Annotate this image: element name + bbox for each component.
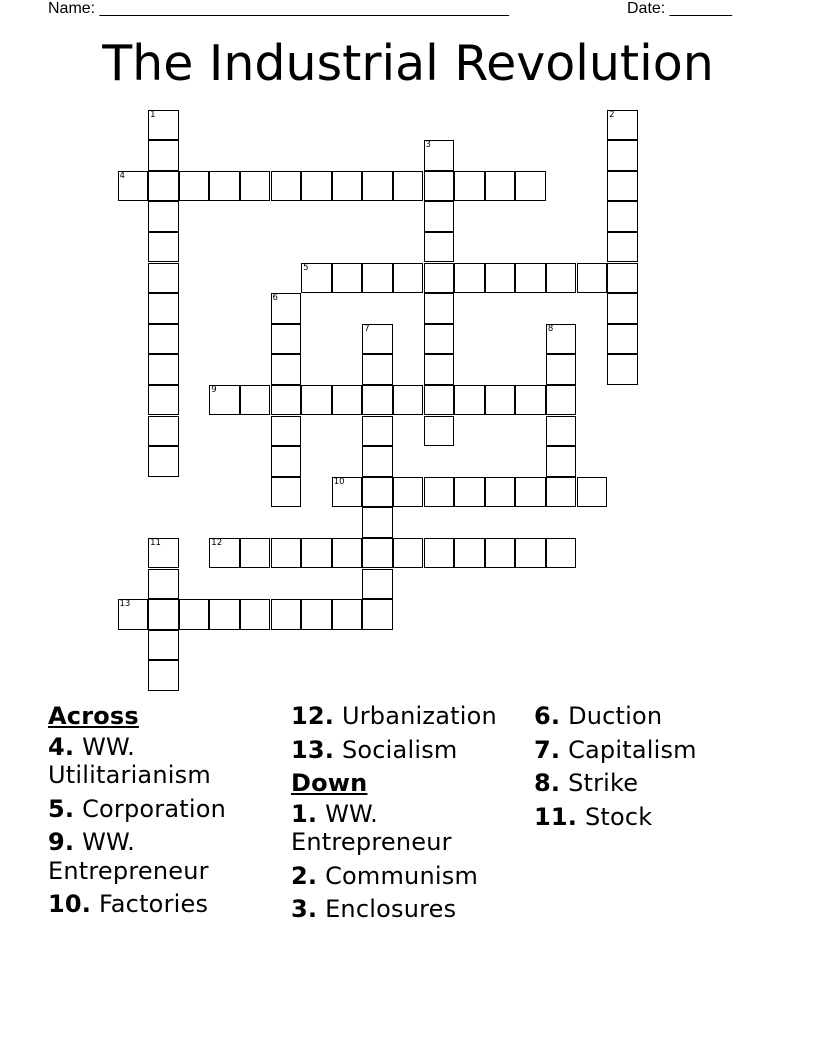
crossword-cell[interactable] <box>362 569 393 600</box>
crossword-cell[interactable] <box>362 324 393 355</box>
clue-item <box>534 736 770 765</box>
crossword-cell[interactable] <box>148 385 179 416</box>
crossword-cell[interactable] <box>424 477 455 508</box>
crossword-cell[interactable] <box>332 599 363 630</box>
crossword-cell[interactable] <box>240 538 271 569</box>
crossword-cell[interactable] <box>301 263 332 294</box>
crossword-cell[interactable] <box>148 232 179 263</box>
clue-number: 12. <box>291 702 335 730</box>
crossword-cell[interactable] <box>271 477 302 508</box>
cell-number: 4 <box>119 170 125 181</box>
crossword-cell[interactable] <box>301 385 332 416</box>
clue-item <box>534 702 770 731</box>
crossword-cell[interactable] <box>148 293 179 324</box>
crossword-cell[interactable] <box>271 385 302 416</box>
crossword-cell[interactable] <box>148 171 179 202</box>
crossword-cell[interactable] <box>301 599 332 630</box>
down-heading: Down <box>291 769 368 797</box>
crossword-cell[interactable] <box>271 538 302 569</box>
crossword-cell[interactable] <box>209 171 240 202</box>
page-title: The Industrial Revolution <box>102 35 714 92</box>
clue-item <box>291 862 527 891</box>
clue-column-3 <box>534 702 770 836</box>
crossword-cell[interactable] <box>485 538 516 569</box>
clue-number: 2. <box>291 861 318 890</box>
cell-number: 5 <box>303 262 309 273</box>
cell-number: 7 <box>364 323 370 334</box>
crossword-cell[interactable] <box>148 110 179 141</box>
clue-text: Stock <box>584 802 653 831</box>
crossword-cell[interactable] <box>393 538 424 569</box>
clue-item <box>48 890 284 919</box>
crossword-cell[interactable] <box>393 171 424 202</box>
crossword-cell[interactable] <box>424 201 455 232</box>
crossword-cell[interactable] <box>454 385 485 416</box>
clue-text: Urbanization <box>341 702 497 730</box>
crossword-cell[interactable] <box>362 416 393 447</box>
crossword-cell[interactable] <box>148 569 179 600</box>
crossword-cell[interactable] <box>546 354 577 385</box>
crossword-cell[interactable] <box>118 171 149 202</box>
crossword-cell[interactable] <box>271 416 302 447</box>
cell-number: 9 <box>211 384 217 395</box>
name-field[interactable]: Name: ______________________________________________ <box>48 0 509 17</box>
crossword-cell[interactable] <box>454 477 485 508</box>
clue-text: Enclosures <box>325 895 457 923</box>
clue-item <box>48 733 284 790</box>
crossword-cell[interactable] <box>577 477 608 508</box>
crossword-cell[interactable] <box>362 354 393 385</box>
crossword-cell[interactable] <box>209 538 240 569</box>
crossword-cell[interactable] <box>454 263 485 294</box>
crossword-cell[interactable] <box>240 171 271 202</box>
crossword-cell[interactable] <box>148 263 179 294</box>
cell-number: 13 <box>119 599 131 610</box>
crossword-cell[interactable] <box>301 538 332 569</box>
crossword-cell[interactable] <box>148 324 179 355</box>
clue-text: WW. Utilitarianism <box>48 732 211 789</box>
clue-text: Factories <box>98 890 209 918</box>
crossword-cell[interactable] <box>148 201 179 232</box>
crossword-cell[interactable] <box>424 538 455 569</box>
crossword-cell[interactable] <box>607 171 638 202</box>
cell-number: 11 <box>150 537 161 548</box>
crossword-cell[interactable] <box>362 477 393 508</box>
clue-text: Communism <box>325 861 479 890</box>
crossword-cell[interactable] <box>209 385 240 416</box>
crossword-cell[interactable] <box>362 263 393 294</box>
clue-number: 6. <box>534 702 561 730</box>
clue-number: 10. <box>48 890 92 918</box>
crossword-cell[interactable] <box>424 354 455 385</box>
crossword-cell[interactable] <box>118 599 149 630</box>
crossword-cell[interactable] <box>148 599 179 630</box>
crossword-cell[interactable] <box>148 446 179 477</box>
crossword-cell[interactable] <box>607 140 638 171</box>
clue-text: WW. Entrepreneur <box>291 799 452 856</box>
clue-item <box>48 828 284 885</box>
crossword-cell[interactable] <box>271 324 302 355</box>
crossword-cell[interactable] <box>362 538 393 569</box>
cell-number: 8 <box>547 323 554 334</box>
crossword-cell[interactable] <box>362 385 393 416</box>
clue-text: WW. Entrepreneur <box>48 828 209 885</box>
crossword-cell[interactable] <box>424 324 455 355</box>
crossword-cell[interactable] <box>209 599 240 630</box>
crossword-cell[interactable] <box>515 538 546 569</box>
crossword-cell[interactable] <box>179 171 210 202</box>
crossword-cell[interactable] <box>515 263 546 294</box>
crossword-cell[interactable] <box>515 477 546 508</box>
crossword-cell[interactable] <box>362 507 393 538</box>
date-field[interactable]: Date: _______ <box>627 0 732 17</box>
clue-number: 8. <box>534 769 561 797</box>
crossword-cell[interactable] <box>393 263 424 294</box>
crossword-cell[interactable] <box>607 232 638 263</box>
crossword-cell[interactable] <box>485 385 516 416</box>
crossword-cell[interactable] <box>454 171 485 202</box>
across-heading: Across <box>48 702 139 730</box>
clue-number: 3. <box>291 895 318 923</box>
cell-number: 3 <box>425 140 431 151</box>
clue-item <box>291 702 527 731</box>
crossword-cell[interactable] <box>546 477 577 508</box>
crossword-cell[interactable] <box>607 324 638 355</box>
crossword-cell[interactable] <box>424 232 455 263</box>
crossword-cell[interactable] <box>148 140 179 171</box>
crossword-cell[interactable] <box>577 263 608 294</box>
crossword-cell[interactable] <box>607 201 638 232</box>
crossword-cell[interactable] <box>362 171 393 202</box>
crossword-cell[interactable] <box>271 354 302 385</box>
clue-text: Socialism <box>341 735 458 764</box>
crossword-cell[interactable] <box>271 171 302 202</box>
crossword-cell[interactable] <box>393 385 424 416</box>
crossword-cell[interactable] <box>546 385 577 416</box>
crossword-cell[interactable] <box>271 446 302 477</box>
crossword-cell[interactable] <box>485 477 516 508</box>
crossword-cell[interactable] <box>271 599 302 630</box>
crossword-cell[interactable] <box>148 354 179 385</box>
crossword-cell[interactable] <box>148 630 179 661</box>
crossword-cell[interactable] <box>332 171 363 202</box>
crossword-cell[interactable] <box>301 171 332 202</box>
crossword-cell[interactable] <box>607 293 638 324</box>
clue-text: Duction <box>568 702 663 730</box>
crossword-cell[interactable] <box>179 599 210 630</box>
crossword-cell[interactable] <box>424 416 455 447</box>
crossword-cell[interactable] <box>240 599 271 630</box>
clue-item <box>291 736 527 765</box>
crossword-cell[interactable] <box>332 263 363 294</box>
crossword-cell[interactable] <box>148 660 179 691</box>
crossword-cell[interactable] <box>515 171 546 202</box>
crossword-cell[interactable] <box>485 263 516 294</box>
crossword-cell[interactable] <box>362 599 393 630</box>
clue-text: Corporation <box>82 794 227 823</box>
clue-item <box>291 895 527 924</box>
cell-number: 2 <box>609 109 615 120</box>
crossword-cell[interactable] <box>148 416 179 447</box>
cell-number: 1 <box>150 109 156 120</box>
crossword-cell[interactable] <box>240 385 271 416</box>
clue-number: 13. <box>291 735 335 764</box>
clue-text: Capitalism <box>568 735 697 764</box>
crossword-cell[interactable] <box>454 538 485 569</box>
crossword-cell[interactable] <box>546 538 577 569</box>
clue-number: 9. <box>48 828 75 856</box>
crossword-cell[interactable] <box>607 263 638 294</box>
crossword-cell[interactable] <box>424 171 455 202</box>
crossword-cell[interactable] <box>393 477 424 508</box>
clue-number: 5. <box>48 794 75 823</box>
cell-number: 10 <box>333 476 345 487</box>
crossword-cell[interactable] <box>424 293 455 324</box>
clue-column-1 <box>48 702 284 924</box>
clue-number: 4. <box>48 732 75 761</box>
crossword-cell[interactable] <box>546 324 577 355</box>
crossword-cell[interactable] <box>607 110 638 141</box>
crossword-cell[interactable] <box>148 538 179 569</box>
crossword-cell[interactable] <box>362 446 393 477</box>
crossword-cell[interactable] <box>424 140 455 171</box>
clue-number: 11. <box>534 802 578 831</box>
crossword-cell[interactable] <box>424 263 455 294</box>
clue-column-2 <box>291 702 527 929</box>
clue-item <box>291 800 527 857</box>
crossword-cell[interactable] <box>515 385 546 416</box>
crossword-cell[interactable] <box>332 385 363 416</box>
cell-number: 6 <box>272 293 278 304</box>
crossword-cell[interactable] <box>607 354 638 385</box>
crossword-cell[interactable] <box>271 293 302 324</box>
clue-number: 1. <box>291 799 318 828</box>
crossword-cell[interactable] <box>424 385 455 416</box>
clue-item <box>534 769 770 798</box>
crossword-cell[interactable] <box>332 538 363 569</box>
clue-text: Strike <box>568 769 639 797</box>
crossword-cell[interactable] <box>332 477 363 508</box>
crossword-cell[interactable] <box>546 263 577 294</box>
crossword-cell[interactable] <box>546 416 577 447</box>
cell-number: 12 <box>211 537 223 548</box>
clue-number: 7. <box>534 735 561 764</box>
clue-item <box>48 795 284 824</box>
clue-item <box>534 803 770 832</box>
crossword-cell[interactable] <box>485 171 516 202</box>
crossword-cell[interactable] <box>546 446 577 477</box>
